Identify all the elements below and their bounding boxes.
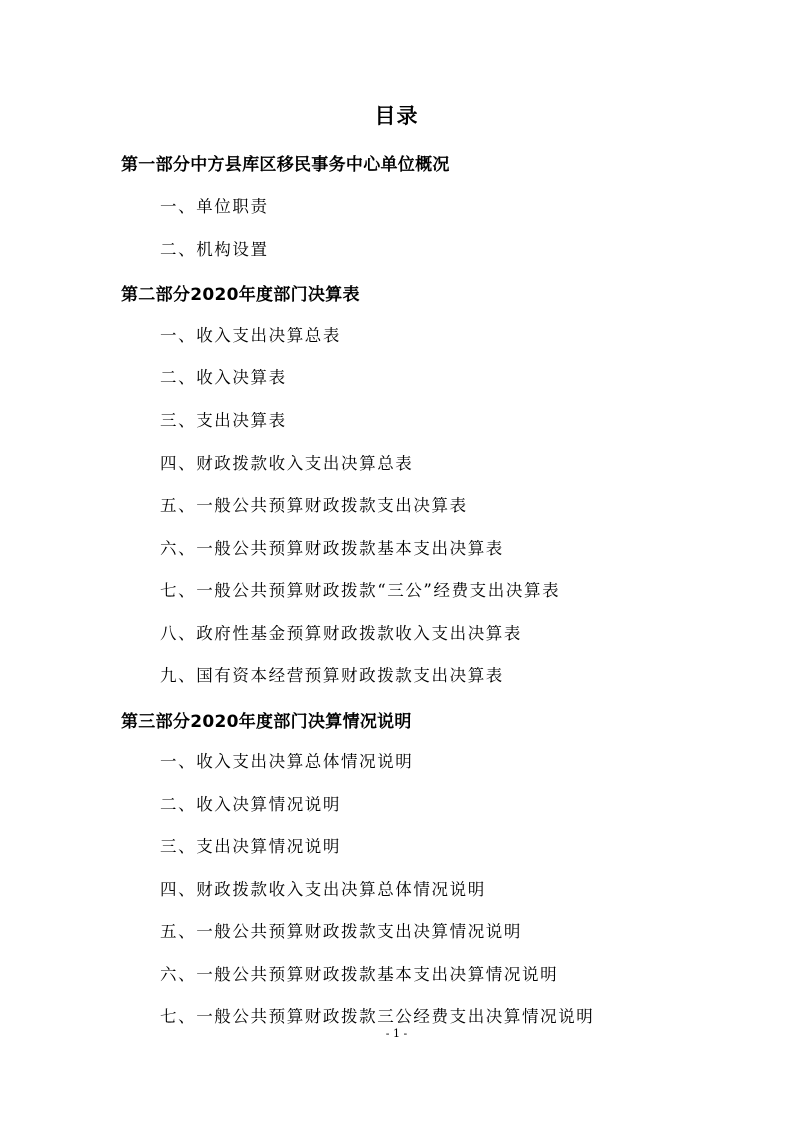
toc-item[interactable]: 五、一般公共预算财政拨款支出决算表 xyxy=(160,496,468,515)
toc-item[interactable]: 二、收入决算情况说明 xyxy=(160,795,341,814)
toc-item[interactable]: 七、一般公共预算财政拨款“三公”经费支出决算表 xyxy=(160,581,561,600)
toc-item[interactable]: 一、单位职责 xyxy=(160,197,269,216)
toc-item[interactable]: 一、收入支出决算总表 xyxy=(160,326,341,345)
toc-item[interactable]: 三、支出决算表 xyxy=(160,411,287,430)
toc-item[interactable]: 七、一般公共预算财政拨款三公经费支出决算情况说明 xyxy=(160,1007,595,1026)
toc-item[interactable]: 二、收入决算表 xyxy=(160,368,287,387)
page-number: - 1 - xyxy=(385,1027,408,1040)
toc-part-1-heading[interactable]: 第一部分中方县库区移民事务中心单位概况 xyxy=(121,155,450,175)
toc-item[interactable]: 二、机构设置 xyxy=(160,240,269,259)
toc-item[interactable]: 六、一般公共预算财政拨款基本支出决算表 xyxy=(160,539,504,558)
toc-item[interactable]: 九、国有资本经营预算财政拨款支出决算表 xyxy=(160,666,504,685)
toc-item[interactable]: 六、一般公共预算财政拨款基本支出决算情况说明 xyxy=(160,965,559,984)
toc-item[interactable]: 八、政府性基金预算财政拨款收入支出决算表 xyxy=(160,624,522,643)
toc-part-3-heading[interactable]: 第三部分2020年度部门决算情况说明 xyxy=(121,712,412,732)
toc-item[interactable]: 三、支出决算情况说明 xyxy=(160,837,341,856)
toc-part-2-heading[interactable]: 第二部分2020年度部门决算表 xyxy=(121,285,360,305)
toc-item[interactable]: 四、财政拨款收入支出决算总表 xyxy=(160,454,414,473)
toc-item[interactable]: 四、财政拨款收入支出决算总体情况说明 xyxy=(160,880,486,899)
toc-title: 目录 xyxy=(374,104,419,128)
toc-item[interactable]: 五、一般公共预算财政拨款支出决算情况说明 xyxy=(160,922,522,941)
toc-item[interactable]: 一、收入支出决算总体情况说明 xyxy=(160,752,414,771)
